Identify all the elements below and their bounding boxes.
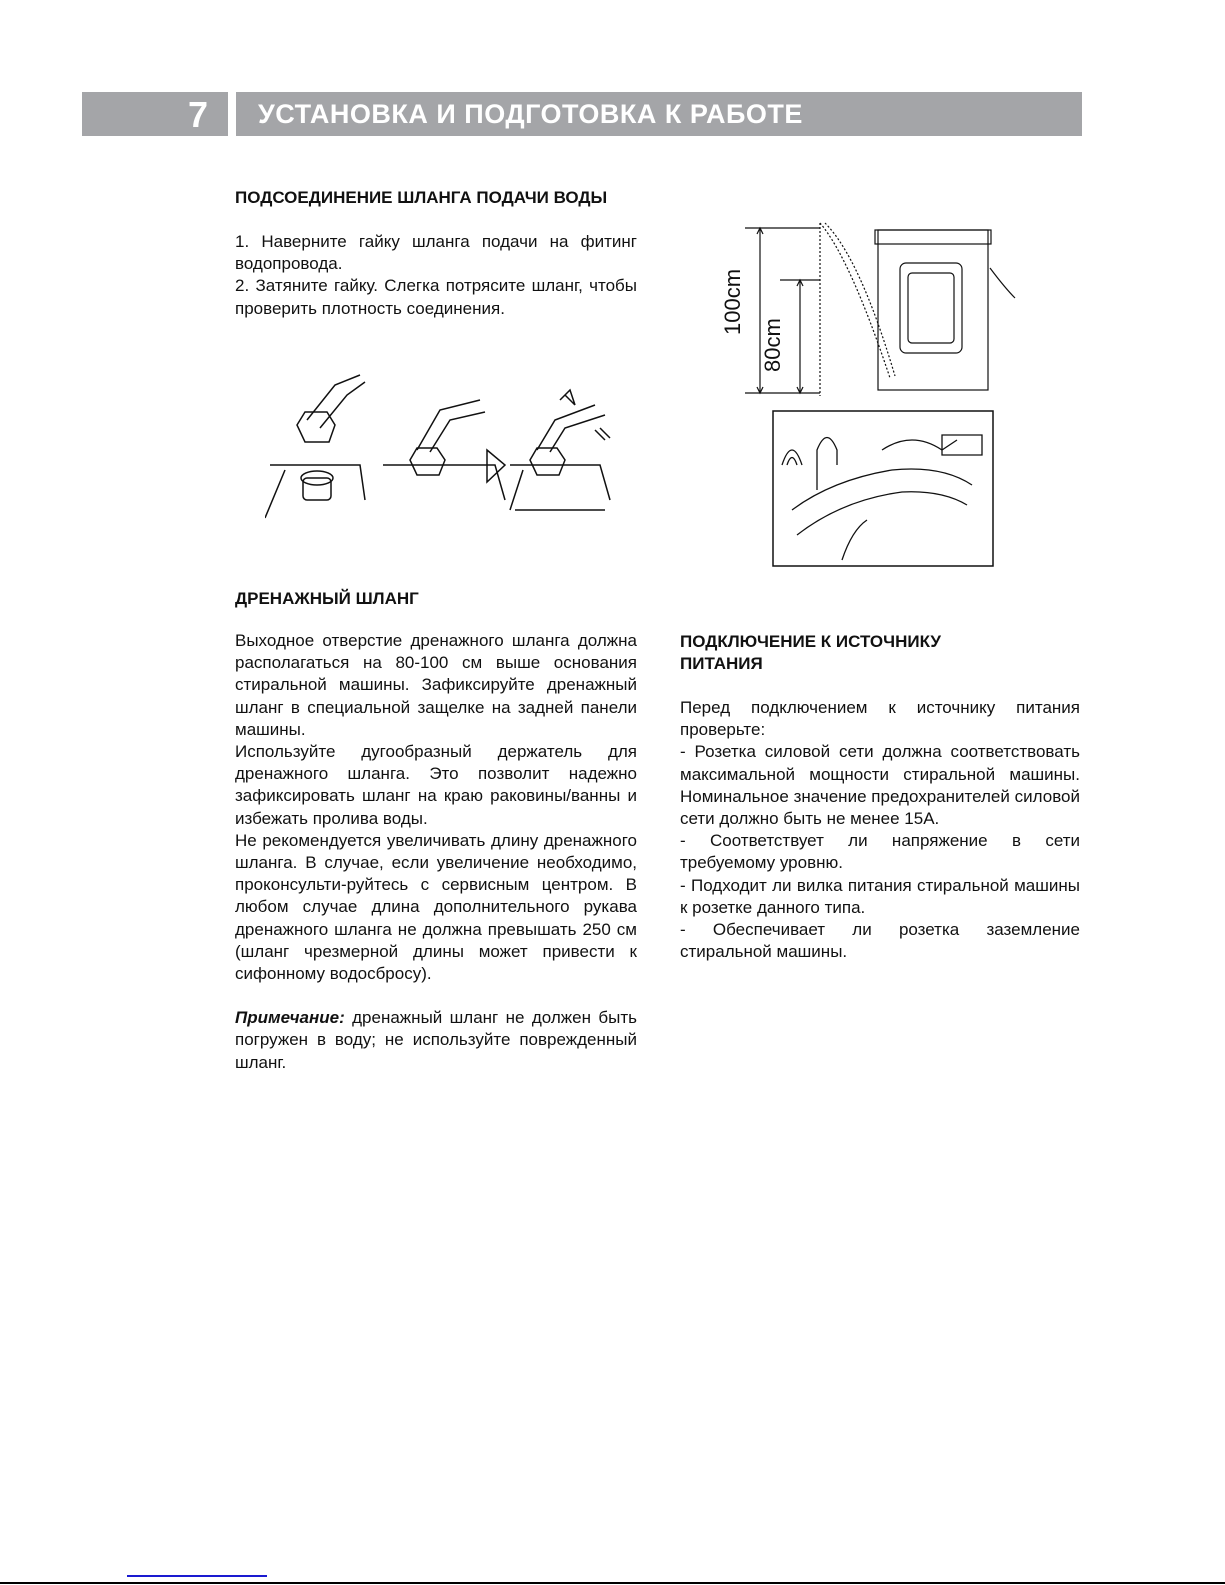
drain-hose-holder-illustration <box>772 410 994 567</box>
footer-rule <box>0 1582 1225 1584</box>
drain-note <box>235 1007 637 1074</box>
power-check-item: - Розетка силовой сети должна соответствовать максимальной мощности стиральной машины. Номинальное значение предохранителей силовой сети должно быть не менее 15А. <box>680 742 1080 829</box>
drain-paragraph: Используйте дугообразный держатель для дренажного шланга. Это позволит надежно зафиксировать шланг на краю раковины/ванны и избежать пролива воды. <box>235 742 637 828</box>
footer-link-line <box>127 1575 267 1577</box>
section-number-box <box>82 92 228 136</box>
power-intro: Перед подключением к источнику питания проверьте: <box>680 698 1080 740</box>
label-80cm: 80cm <box>760 318 785 372</box>
water-inlet-heading: ПОДСОЕДИНЕНИЕ ШЛАНГА ПОДАЧИ ВОДЫ <box>235 188 608 207</box>
power-heading: ПОДКЛЮЧЕНИЕ К ИСТОЧНИКУ ПИТАНИЯ <box>680 632 941 673</box>
drain-paragraph: Выходное отверстие дренажного шланга должна располагаться на 80-100 см выше основания стиральной машины. Зафиксируйте дренажный шланг в специальной защелке на задней панели машины. <box>235 631 637 739</box>
section-title-bar <box>236 92 1082 136</box>
step-2: 2. Затяните гайку. Слегка потрясите шланг, чтобы проверить плотность соединения. <box>235 276 637 318</box>
label-100cm: 100cm <box>720 268 745 335</box>
power-check-item: - Соответствует ли напряжение в сети требуемому уровню. <box>680 831 1080 873</box>
water-inlet-section <box>235 187 637 320</box>
note-text: дренажный шланг не должен быть погружен в воду; не используйте поврежденный шланг. <box>235 1008 637 1072</box>
drain-paragraph: Не рекомендуется увеличивать длину дренажного шланга. В случае, если увеличение необходимо, проконсульти-руйтесь с сервисным центром. В любом случае длина дополнительного рукава дренажного шланга не должна превышать 250 см (шланг чрезмерной длины может привести к сифонному водосбросу). <box>235 830 637 984</box>
section-number: 7 <box>187 94 208 135</box>
section-title: УСТАНОВКА И ПОДГОТОВКА К РАБОТЕ <box>258 99 803 129</box>
drain-section <box>235 588 637 1074</box>
note-label: Примечание: <box>235 1008 345 1028</box>
drain-heading: ДРЕНАЖНЫЙ ШЛАНГ <box>235 589 419 608</box>
power-section <box>680 631 1080 963</box>
power-check-item: - Обеспечивает ли розетка заземление стиральной машины. <box>680 920 1080 962</box>
power-check-item: - Подходит ли вилка питания стиральной машины к розетке данного типа. <box>680 875 1080 917</box>
step-1: 1. Наверните гайку шланга подачи на фитинг водопровода. <box>235 232 637 274</box>
hose-connection-illustration <box>265 370 620 520</box>
